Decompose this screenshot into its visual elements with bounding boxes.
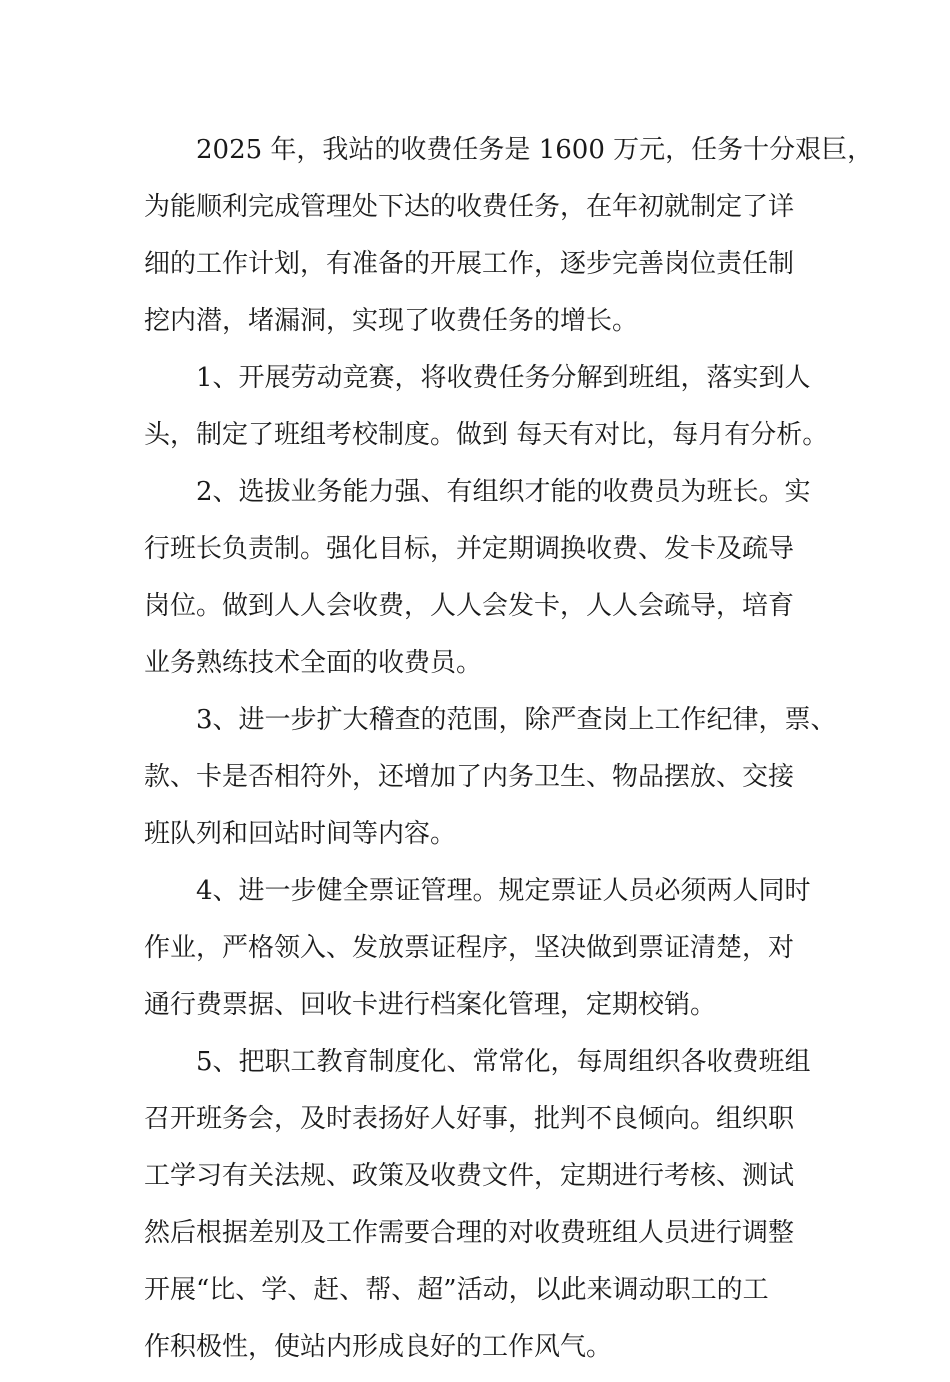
- paragraph-line: 1、开展劳动竞赛，将收费任务分解到班组，落实到人: [196, 363, 811, 393]
- paragraph-item-1: [144, 356, 828, 457]
- paragraph-line: 班队列和回站时间等内容。: [144, 819, 457, 849]
- document-body: [144, 128, 874, 1382]
- paragraph-line: 2、选拔业务能力强、有组织才能的收费员为班长。实: [196, 477, 811, 507]
- paragraph-line: 3、进一步扩大稽查的范围，除严查岗上工作纪律，票、: [196, 705, 837, 735]
- paragraph-line: 款、卡是否相符外，还增加了内务卫生、物品摆放、交接: [144, 762, 795, 792]
- paragraph-item-4: [144, 869, 828, 1027]
- paragraph-line: 作业，严格领入、发放票证程序，坚决做到票证清楚，对: [144, 933, 795, 963]
- paragraph-line: 细的工作计划，有准备的开展工作，逐步完善岗位责任制: [144, 249, 795, 279]
- paragraph-line: 召开班务会，及时表扬好人好事，批判不良倾向。组织职: [144, 1104, 795, 1134]
- paragraph-line: 4、进一步健全票证管理。规定票证人员必须两人同时: [196, 876, 811, 906]
- paragraph-line: 为能顺利完成管理处下达的收费任务，在年初就制定了详: [144, 192, 795, 222]
- paragraph-line: 头，制定了班组考校制度。做到 每天有对比，每月有分析。: [144, 420, 829, 450]
- paragraph-line: 岗位。做到人人会收费，人人会发卡，人人会疏导，培育: [144, 591, 795, 621]
- paragraph-line: 5、把职工教育制度化、常常化，每周组织各收费班组: [196, 1047, 811, 1077]
- paragraph-item-5: [144, 1040, 828, 1369]
- paragraph-line: 作积极性，使站内形成良好的工作风气。: [144, 1332, 613, 1362]
- paragraph-line: 2025 年，我站的收费任务是 1600 万元，任务十分艰巨，: [196, 135, 874, 165]
- paragraph-item-3: [144, 698, 837, 856]
- paragraph-item-2: [144, 470, 828, 685]
- paragraph-line: 通行费票据、回收卡进行档案化管理，定期校销。: [144, 990, 717, 1020]
- paragraph-line: 业务熟练技术全面的收费员。: [144, 648, 483, 678]
- paragraph-line: 开展“比、学、赶、帮、超”活动，以此来调动职工的工: [144, 1275, 769, 1305]
- paragraph-line: 行班长负责制。强化目标，并定期调换收费、发卡及疏导: [144, 534, 795, 564]
- paragraph-line: 工学习有关法规、政策及收费文件，定期进行考核、测试: [144, 1161, 795, 1191]
- paragraph-intro: [144, 128, 874, 343]
- paragraph-line: 然后根据差别及工作需要合理的对收费班组人员进行调整: [144, 1218, 795, 1248]
- paragraph-line: 挖内潜，堵漏洞，实现了收费任务的增长。: [144, 306, 639, 336]
